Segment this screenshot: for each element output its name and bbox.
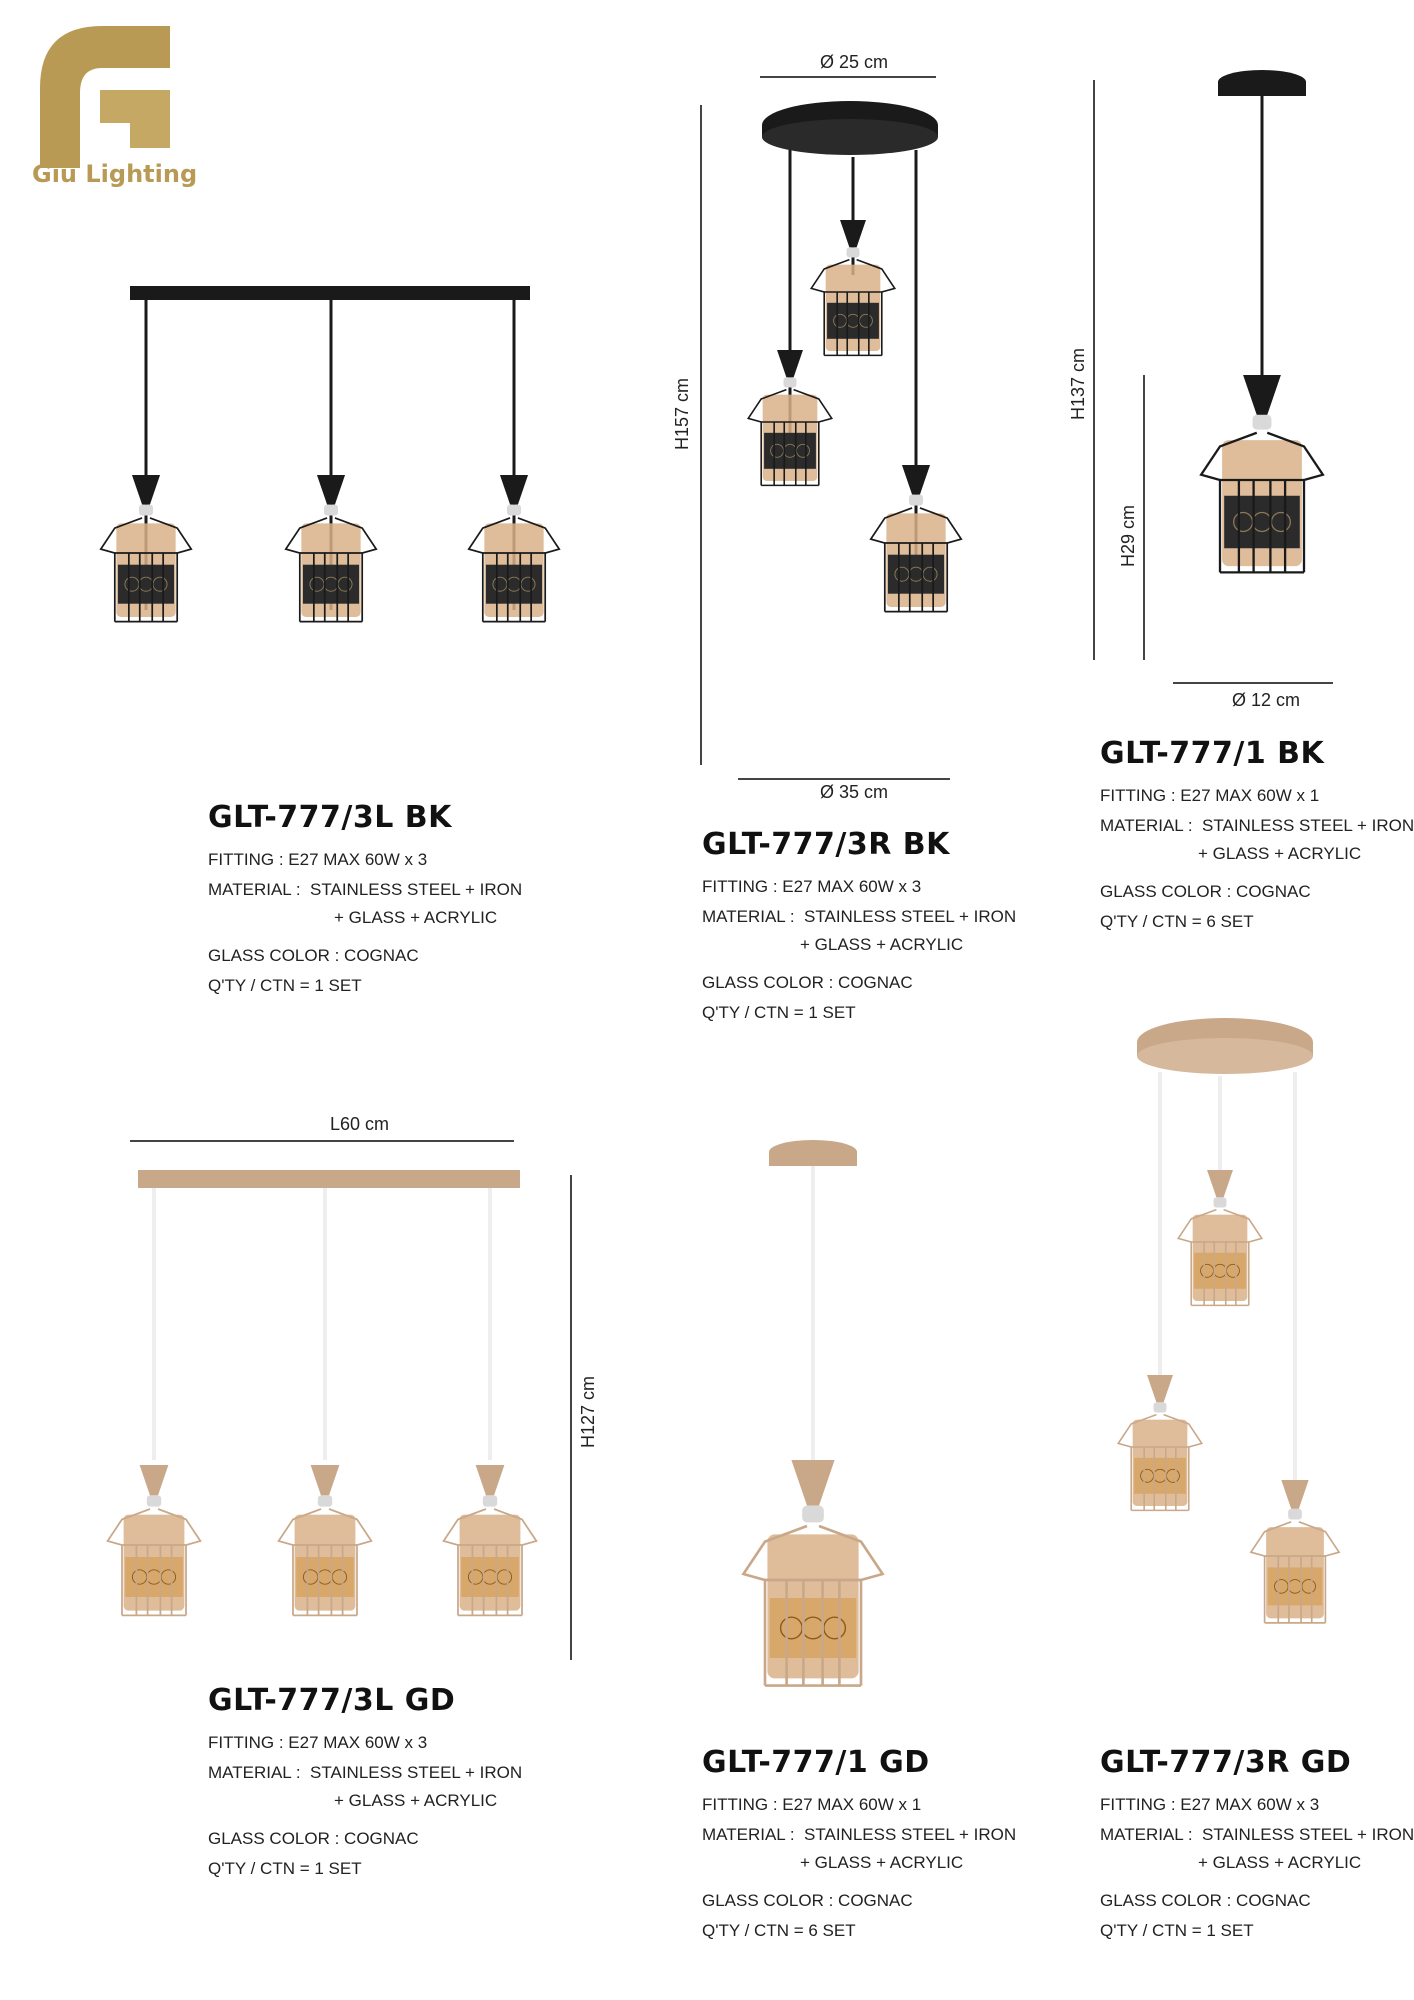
material-value: STAINLESS STEEL + IRON [310,1763,523,1782]
fitting-value: E27 MAX 60W x 3 [288,1733,428,1752]
product-1-bk [1100,736,1414,937]
material-label: MATERIAL : [1100,1825,1193,1844]
pendant-shade-icon [108,1465,201,1615]
material-value-cont: + GLASS + ACRYLIC [800,1853,964,1872]
dimension-h127: H127 cm [578,1375,598,1448]
material-label: MATERIAL : [208,880,301,899]
pendant-shade-icon [871,465,961,612]
product-model: GLT-777/3L BK [208,800,452,835]
product-image-1-bk [1160,60,1380,680]
brand-name: Giu Lighting [32,160,198,188]
product-3l-bk [208,800,522,1001]
product-3l-gd [208,1683,522,1884]
glass-color: GLASS COLOR : COGNAC [702,1891,913,1910]
glass-color: GLASS COLOR : COGNAC [1100,882,1311,901]
material-label: MATERIAL : [702,907,795,926]
qty-per-carton: Q'TY / CTN = 1 SET [208,1859,362,1878]
fitting-label: FITTING : [1100,786,1176,805]
pendant-shade-icon [811,220,895,355]
dimension-l60: L60 cm [330,1114,390,1134]
pendant-shade-icon [1251,1480,1339,1623]
dimension-dia35: Ø 35 cm [820,782,889,802]
product-3r-bk [702,827,1016,1028]
material-label: MATERIAL : [702,1825,795,1844]
fitting-label: FITTING : [208,1733,284,1752]
material-value-cont: + GLASS + ACRYLIC [334,1791,498,1810]
fitting-value: E27 MAX 60W x 3 [782,877,922,896]
fitting-value: E27 MAX 60W x 3 [288,850,428,869]
material-value: STAINLESS STEEL + IRON [804,907,1017,926]
pendant-shade-icon [1201,375,1323,572]
glass-color: GLASS COLOR : COGNAC [1100,1891,1311,1910]
material-value: STAINLESS STEEL + IRON [804,1825,1017,1844]
pendant-shade-icon [444,1465,537,1615]
material-value-cont: + GLASS + ACRYLIC [800,935,964,954]
qty-per-carton: Q'TY / CTN = 1 SET [208,976,362,995]
qty-per-carton: Q'TY / CTN = 1 SET [1100,1921,1254,1940]
dimension-dia12: Ø 12 cm [1232,690,1301,710]
qty-per-carton: Q'TY / CTN = 1 SET [702,1003,856,1022]
fitting-label: FITTING : [702,1795,778,1814]
product-image-3l-gd [80,1160,560,1670]
material-value: STAINLESS STEEL + IRON [310,880,523,899]
product-model: GLT-777/1 GD [702,1745,930,1780]
pendant-shade-icon [743,1460,882,1686]
qty-per-carton: Q'TY / CTN = 6 SET [702,1921,856,1940]
glass-color: GLASS COLOR : COGNAC [702,973,913,992]
product-model: GLT-777/1 BK [1100,736,1325,771]
material-value: STAINLESS STEEL + IRON [1202,816,1414,835]
fitting-value: E27 MAX 60W x 3 [1180,1795,1320,1814]
fitting-value: E27 MAX 60W x 1 [782,1795,922,1814]
dimension-h29: H29 cm [1118,504,1138,567]
product-1-gd [702,1745,1016,1946]
product-3r-gd [1100,1745,1414,1946]
glass-color: GLASS COLOR : COGNAC [208,1829,419,1848]
pendant-shade-icon [1178,1170,1262,1305]
pendant-shade-icon [286,475,376,622]
fitting-value: E27 MAX 60W x 1 [1180,786,1320,805]
fitting-label: FITTING : [208,850,284,869]
material-value: STAINLESS STEEL + IRON [1202,1825,1414,1844]
dimension-dia25: Ø 25 cm [820,52,889,72]
pendant-shade-icon [748,350,832,485]
material-value-cont: + GLASS + ACRYLIC [1198,844,1362,863]
product-image-1-gd [715,1130,925,1750]
glass-color: GLASS COLOR : COGNAC [208,946,419,965]
fitting-label: FITTING : [702,877,778,896]
material-value-cont: + GLASS + ACRYLIC [1198,1853,1362,1872]
dimension-h137: H137 cm [1068,347,1088,420]
product-model: GLT-777/3R GD [1100,1745,1352,1780]
material-label: MATERIAL : [208,1763,301,1782]
pendant-shade-icon [469,475,559,622]
dimension-h157: H157 cm [672,377,692,450]
material-label: MATERIAL : [1100,816,1193,835]
material-value-cont: + GLASS + ACRYLIC [334,908,498,927]
pendant-shade-icon [279,1465,372,1615]
pendant-shade-icon [101,475,191,622]
product-image-3l-bk [80,280,540,790]
pendant-shade-icon [1118,1375,1202,1510]
qty-per-carton: Q'TY / CTN = 6 SET [1100,912,1254,931]
product-model: GLT-777/3R BK [702,827,950,862]
product-model: GLT-777/3L GD [208,1683,456,1718]
product-image-3r-bk [700,95,1000,775]
fitting-label: FITTING : [1100,1795,1176,1814]
product-image-3r-gd [1080,1010,1380,1710]
